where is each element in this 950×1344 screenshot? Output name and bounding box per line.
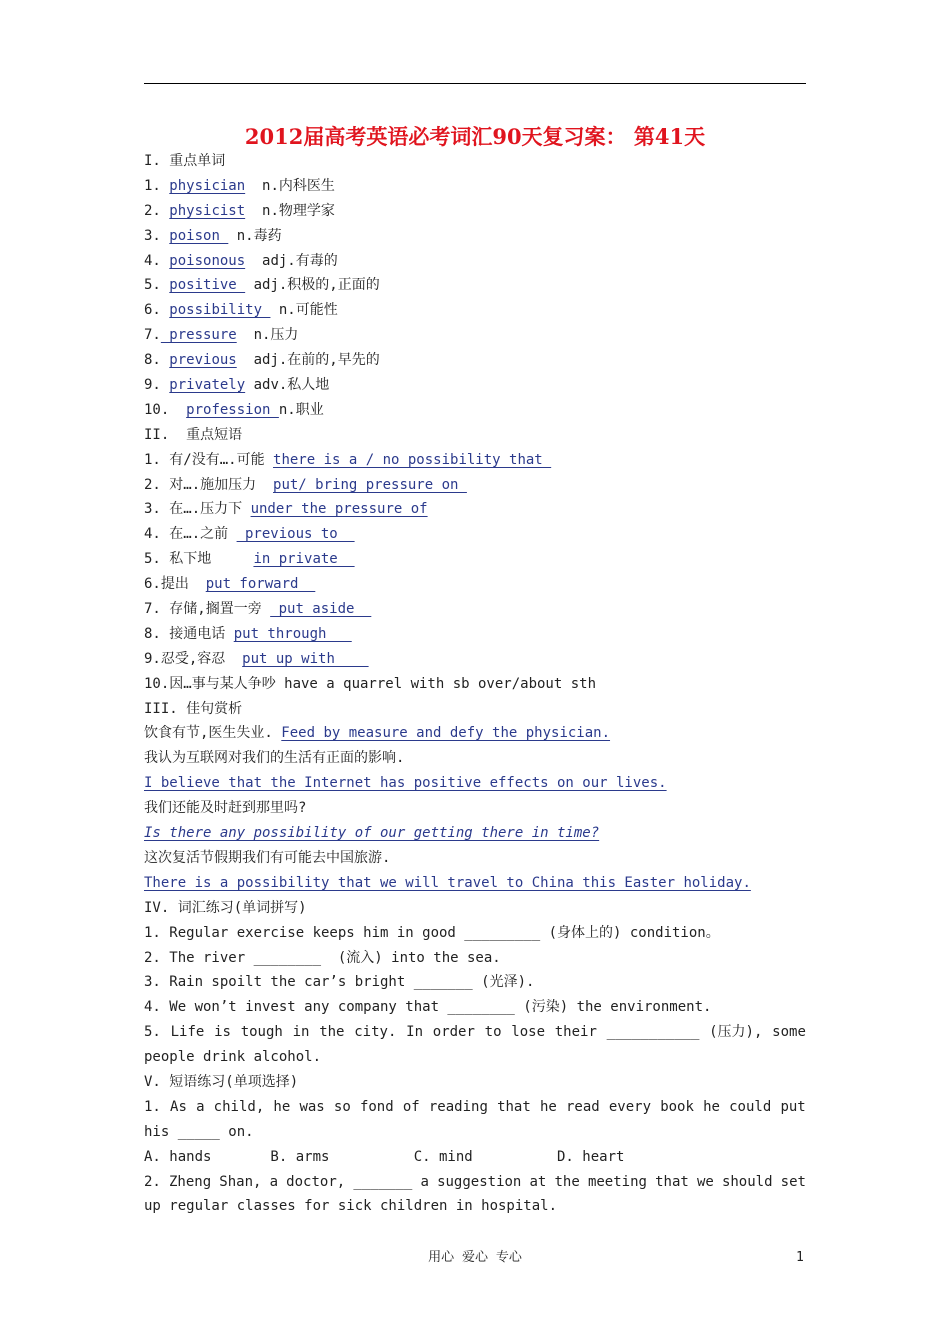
vocab-item: 4. poisonous adj.有毒的 <box>144 252 338 269</box>
sentence-item: 饮食有节,医生失业. Feed by measure and defy the physician. <box>144 725 611 742</box>
phrase-item: 10.因…事与某人争吵 have a quarrel with sb over/about sth <box>144 675 597 692</box>
phrase-answer: put/ bring pressure on <box>273 476 467 493</box>
vocab-word: possibility <box>169 302 271 319</box>
phrase-item: 3. 在….压力下 under the pressure of <box>144 501 428 518</box>
vocab-word: poison <box>169 227 229 244</box>
question-1: 1. As a child, he was so fond of reading that he read every book he could put <box>144 1098 806 1115</box>
phrase-answer: put up with <box>242 650 369 667</box>
section-heading: II. 重点短语 <box>144 426 243 443</box>
vocab-item: 9. privately adv.私人地 <box>144 377 330 394</box>
phrase-answer: previous to <box>236 526 355 543</box>
sentence-chinese: 我认为互联网对我们的生活有正面的影响. <box>144 750 405 767</box>
sentence-chinese: 这次复活节假期我们有可能去中国旅游. <box>144 849 391 866</box>
sentence-chinese: 我们还能及时赶到那里吗? <box>144 800 307 817</box>
phrase-item: 8. 接通电话 put through <box>144 625 352 642</box>
page-footer: 用心 爱心 专心 <box>428 1250 522 1265</box>
phrase-item: 5. 私下地 in private <box>144 551 355 568</box>
vocab-item: 7. pressure n.压力 <box>144 327 299 344</box>
phrase-answer: there is a / no possibility that <box>273 451 552 468</box>
phrase-item: 4. 在….之前 previous to <box>144 526 355 543</box>
phrase-item: 7. 存储,搁置一旁 put aside <box>144 601 372 618</box>
phrase-answer: put aside <box>270 601 372 618</box>
phrase-answer: under the pressure of <box>250 501 428 518</box>
phrase-item: 1. 有/没有….可能 there is a / no possibility that <box>144 451 552 468</box>
exercise-item: 4. We won’t invest any company that ________ (污染) the environment. <box>144 999 712 1016</box>
vocab-item: 10. profession n.职业 <box>144 401 324 418</box>
exercise-item: 1. Regular exercise keeps him in good _________ (身体上的) condition。 <box>144 924 720 941</box>
phrase-answer: put through <box>233 625 352 642</box>
sentence-english: I believe that the Internet has positive effects on our lives. <box>144 775 667 792</box>
question-2-cont: up regular classes for sick children in hospital. <box>144 1198 558 1215</box>
phrase-item: 6.提出 put forward <box>144 576 316 593</box>
vocab-word: physician <box>169 177 246 194</box>
sentence-english: There is a possibility that we will travel to China this Easter holiday. <box>144 874 751 891</box>
page-title: 2012届高考英语必考词汇90天复习案： 第41天 <box>244 124 706 149</box>
sentence-translation: Feed by measure and defy the physician. <box>281 725 611 742</box>
phrase-answer: in private <box>253 551 355 568</box>
vocab-item: 6. possibility n.可能性 <box>144 302 338 319</box>
header-rule <box>144 83 806 84</box>
document-body <box>144 149 806 1219</box>
vocab-item: 1. physician n.内科医生 <box>144 177 335 194</box>
vocab-item: 3. poison n.毒药 <box>144 227 282 244</box>
vocab-item: 2. physicist n.物理学家 <box>144 202 335 219</box>
vocab-item: 8. previous adj.在前的,早先的 <box>144 352 380 369</box>
vocab-word: privately <box>169 377 246 394</box>
section-heading: III. 佳句赏析 <box>144 700 243 717</box>
phrase-item: 9.忍受,容忍 put up with <box>144 650 369 667</box>
section-heading: IV. 词汇练习(单词拼写) <box>144 899 307 916</box>
section-heading: V. 短语练习(单项选择) <box>144 1073 299 1090</box>
vocab-word: physicist <box>169 202 246 219</box>
exercise-item: 3. Rain spoilt the car’s bright _______ (光泽). <box>144 974 535 991</box>
phrase-answer: put forward <box>205 576 316 593</box>
question-2: 2. Zheng Shan, a doctor, _______ a suggestion at the meeting that we should set <box>144 1173 806 1190</box>
sentence-english: Is there any possibility of our getting there in time? <box>144 825 600 842</box>
vocab-item: 5. positive adj.积极的,正面的 <box>144 277 380 294</box>
vocab-word: positive <box>169 277 246 294</box>
vocab-word: poisonous <box>169 252 246 269</box>
exercise-item: 2. The river ________ (流入) into the sea. <box>144 949 501 966</box>
question-1-cont: his _____ on. <box>144 1123 254 1140</box>
section-heading: I. 重点单词 <box>144 153 226 169</box>
phrase-item: 2. 对….施加压力 put/ bring pressure on <box>144 476 467 493</box>
vocab-word: pressure <box>160 327 237 344</box>
question-1-options: A. hands B. arms C. mind D. heart <box>144 1148 625 1165</box>
exercise-item-5-cont: people drink alcohol. <box>144 1049 322 1066</box>
vocab-word: previous <box>169 352 237 369</box>
vocab-word: profession <box>186 401 279 418</box>
page-number: 1 <box>796 1250 804 1265</box>
exercise-item-5: 5. Life is tough in the city. In order to lose their ___________ (压力), some <box>144 1024 806 1041</box>
